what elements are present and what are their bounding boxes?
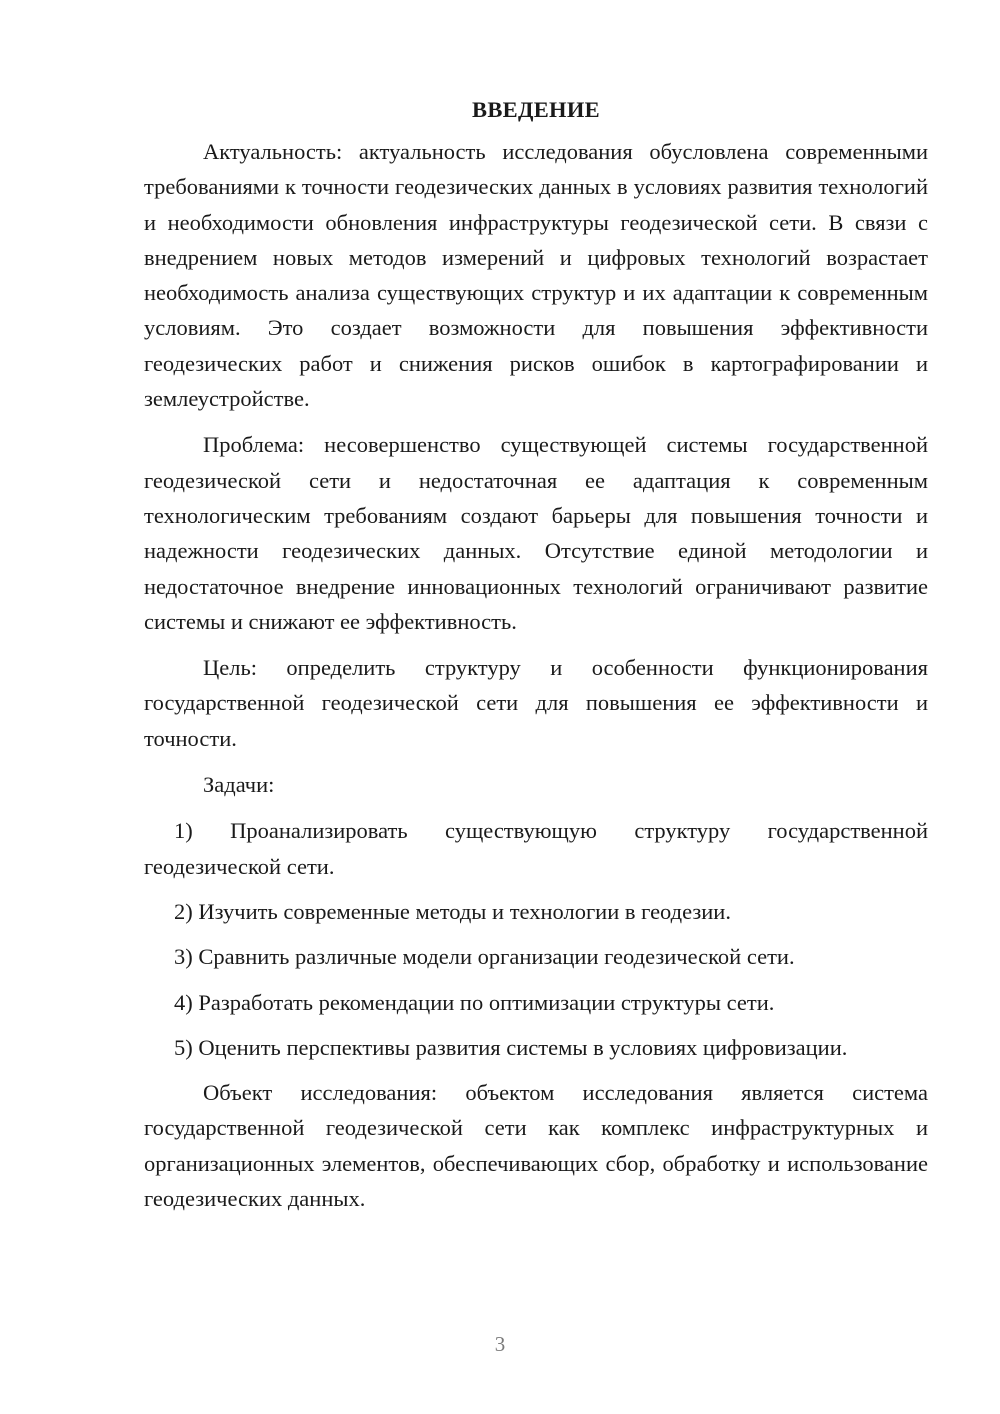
task-item-3: 3) Сравнить различные модели организации геодезической сети. [174, 944, 795, 970]
page-content [144, 92, 928, 1227]
task-item-1: 1) Проанализировать существующую структуру государственной геодезической сети. [144, 818, 928, 879]
goal-paragraph: Цель: определить структуру и особенности функционирования государственной геодезической сети для повышения ее эффективности и точности. [144, 655, 928, 751]
relevance-paragraph: Актуальность: актуальность исследования обусловлена современными требованиями к точности геодезических данных в условиях развития технологий и необходимости обновления инфраструктуры геодезической сети. В связи с внедрением новых методов измерений и цифровых технологий возрастает необходимость анализа существующих структур и их адаптации к современным условиям. Это создает возможности для повышения эффективности геодезических работ и снижения рисков ошибок в картографировании и землеустройстве. [144, 139, 928, 412]
section-title: ВВЕДЕНИЕ [472, 97, 600, 122]
research-object-paragraph: Объект исследования: объектом исследования является система государственной геодезической сети как комплекс инфраструктурных и организационных элементов, обеспечивающих сбор, обработку и использование геодезических данных. [144, 1080, 928, 1212]
problem-paragraph: Проблема: несовершенство существующей системы государственной геодезической сети и недостаточная ее адаптация к современным технологическим требованиям создают барьеры для повышения точности и надежности геодезических данных. Отсутствие единой методологии и недостаточное внедрение инновационных технологий ограничивают развитие системы и снижают ее эффективность. [144, 432, 928, 634]
task-item-5: 5) Оценить перспективы развития системы в условиях цифровизации. [174, 1034, 848, 1060]
task-item-4: 4) Разработать рекомендации по оптимизации структуры сети. [174, 989, 775, 1015]
page-number: 3 [494, 1332, 506, 1356]
task-item-2: 2) Изучить современные методы и технологии в геодезии. [174, 898, 731, 924]
tasks-heading: Задачи: [203, 772, 275, 798]
